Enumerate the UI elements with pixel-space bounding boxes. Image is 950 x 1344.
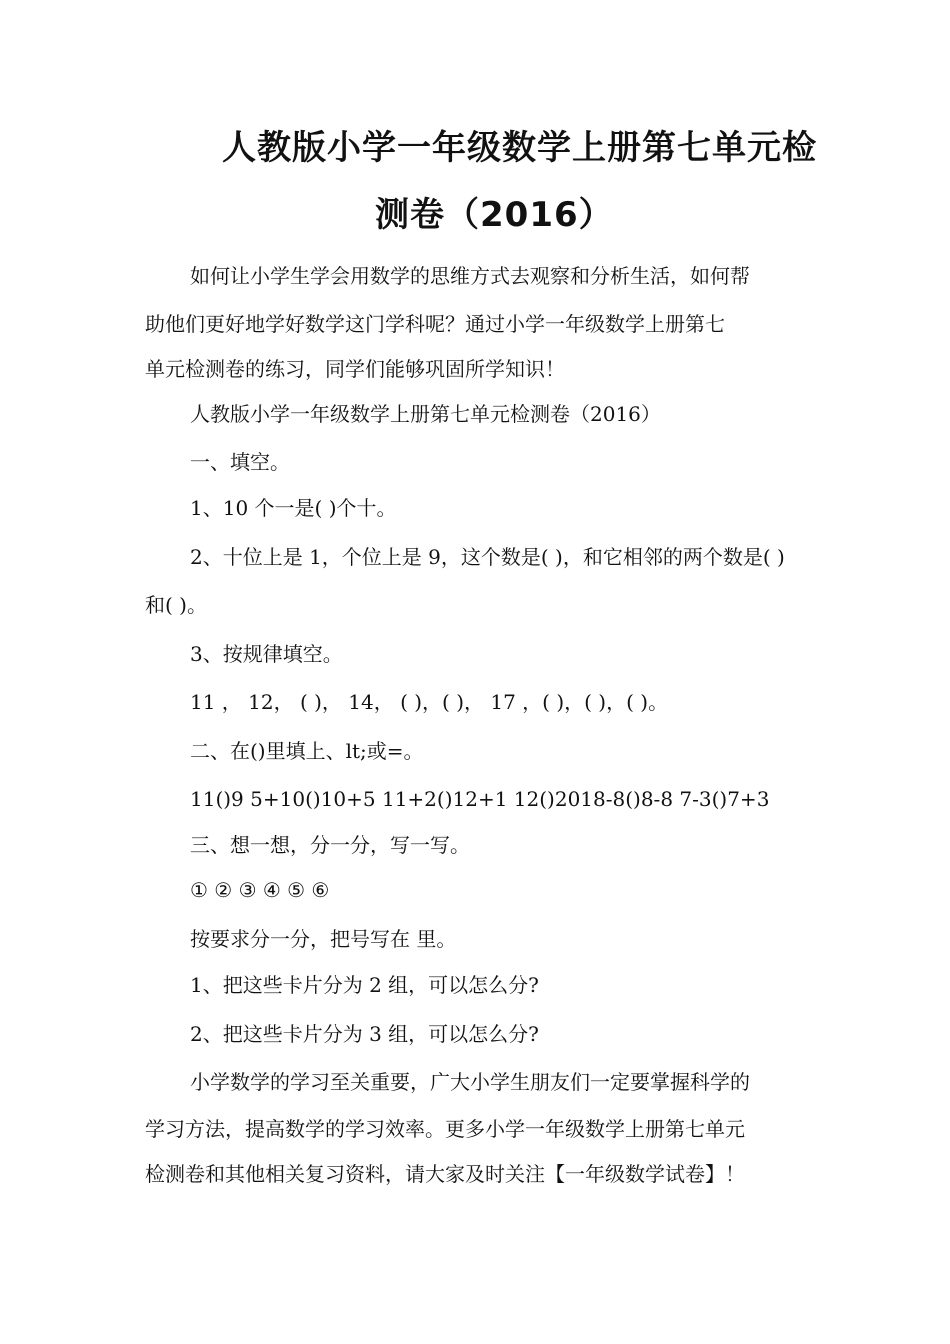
question-1-2-continued: 和( )。 [145,593,207,617]
closing-line-2: 学习方法，提高数学的学习效率。更多小学一年级数学上册第七单元 [145,1117,745,1141]
question-1-2: 2、十位上是 1，个位上是 9，这个数是( )，和它相邻的两个数是( ) [190,545,785,569]
card-numbers-line: ① ② ③ ④ ⑤ ⑥ [190,878,330,902]
intro-line-1: 如何让小学生学会用数学的思维方式去观察和分析生活，如何帮 [190,264,750,288]
question-3-1: 1、把这些卡片分为 2 组，可以怎么分? [190,973,539,997]
subtitle-line: 人教版小学一年级数学上册第七单元检测卷（2016） [190,402,661,426]
section-heading-3: 三、想一想，分一分，写一写。 [190,833,470,857]
comparison-line: 11()9 5+10()10+5 11+2()12+1 12()2018-8()8-8 7-3()7+3 [190,787,770,811]
section-heading-2: 二、在()里填上、lt;或=。 [190,739,424,763]
question-3-2: 2、把这些卡片分为 3 组，可以怎么分? [190,1022,539,1046]
section-heading-1: 一、填空。 [190,450,290,474]
closing-line-3: 检测卷和其他相关复习资料，请大家及时关注【一年级数学试卷】！ [145,1162,745,1186]
document-title-line-2: 测卷（2016） [375,195,614,235]
intro-line-3: 单元检测卷的练习，同学们能够巩固所学知识！ [145,357,565,381]
document-title-line-1: 人教版小学一年级数学上册第七单元检 [222,128,817,168]
instruction-line: 按要求分一分，把号写在 里。 [190,927,457,951]
closing-line-1: 小学数学的学习至关重要，广大小学生朋友们一定要掌握科学的 [190,1070,750,1094]
question-1-3: 3、按规律填空。 [190,642,343,666]
number-pattern-line: 11 ， 12， ( )， 14， ( )，( )， 17 ，( )，( )，( )。 [190,690,669,714]
question-1-1: 1、10 个一是( )个十。 [190,496,397,520]
intro-line-2: 助他们更好地学好数学这门学科呢？通过小学一年级数学上册第七 [145,312,725,336]
